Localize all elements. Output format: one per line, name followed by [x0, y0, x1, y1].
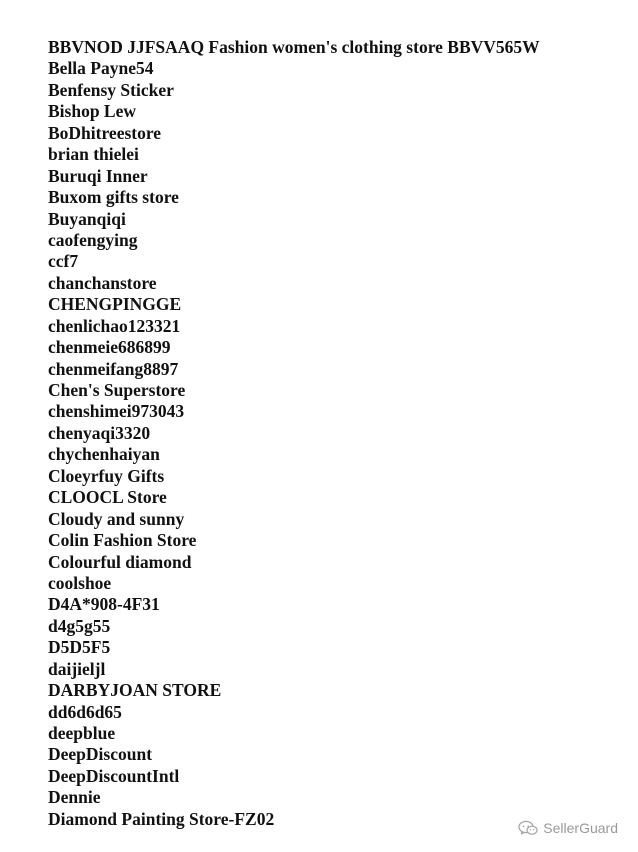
store-name: d4g5g55	[48, 615, 111, 636]
store-name: DeepDiscountIntl	[48, 765, 180, 786]
store-name: DeepDiscount	[48, 744, 153, 765]
store-name-list	[48, 37, 540, 830]
store-name: Buxom gifts store	[48, 187, 179, 208]
store-name: BoDhitreestore	[48, 122, 162, 143]
store-name: chenmeie686899	[48, 337, 171, 358]
store-name: Bella Payne54	[48, 58, 154, 79]
store-name: Benfensy Sticker	[48, 79, 174, 100]
store-name: ccf7	[48, 251, 79, 272]
store-name: chanchanstore	[48, 272, 157, 293]
store-name: dd6d6d65	[48, 701, 122, 722]
wechat-icon	[518, 820, 538, 836]
store-name: chychenhaiyan	[48, 444, 160, 465]
store-name: chenlichao123321	[48, 315, 181, 336]
store-name: Dennie	[48, 787, 101, 808]
store-name: Cloudy and sunny	[48, 508, 185, 529]
store-name: Cloeyrfuy Gifts	[48, 465, 165, 486]
watermark	[518, 820, 618, 836]
store-name: Diamond Painting Store-FZ02	[48, 808, 275, 829]
store-name: CHENGPINGGE	[48, 294, 182, 315]
store-name: chenmeifang8897	[48, 358, 179, 379]
store-name: chenyaqi3320	[48, 422, 151, 443]
store-name: Buyanqiqi	[48, 208, 126, 229]
store-name: caofengying	[48, 229, 138, 250]
store-name: brian thielei	[48, 144, 139, 165]
store-name: BBVNOD JJFSAAQ Fashion women's clothing store BBVV565W	[48, 37, 540, 57]
store-name: chenshimei973043	[48, 401, 185, 422]
store-name: daijieljl	[48, 658, 106, 679]
store-name: Chen's Superstore	[48, 380, 186, 400]
store-name: Colourful diamond	[48, 551, 192, 572]
store-name: DARBYJOAN STORE	[48, 680, 222, 701]
store-name: Colin Fashion Store	[48, 530, 197, 551]
store-name: Bishop Lew	[48, 101, 137, 122]
store-name: coolshoe	[48, 572, 112, 593]
store-name: D5D5F5	[48, 637, 111, 658]
store-name: deepblue	[48, 723, 116, 743]
store-name: CLOOCL Store	[48, 487, 167, 508]
store-name: D4A*908-4F31	[48, 594, 160, 615]
store-name: Buruqi Inner	[48, 165, 148, 186]
watermark-label: SellerGuard	[543, 820, 618, 836]
